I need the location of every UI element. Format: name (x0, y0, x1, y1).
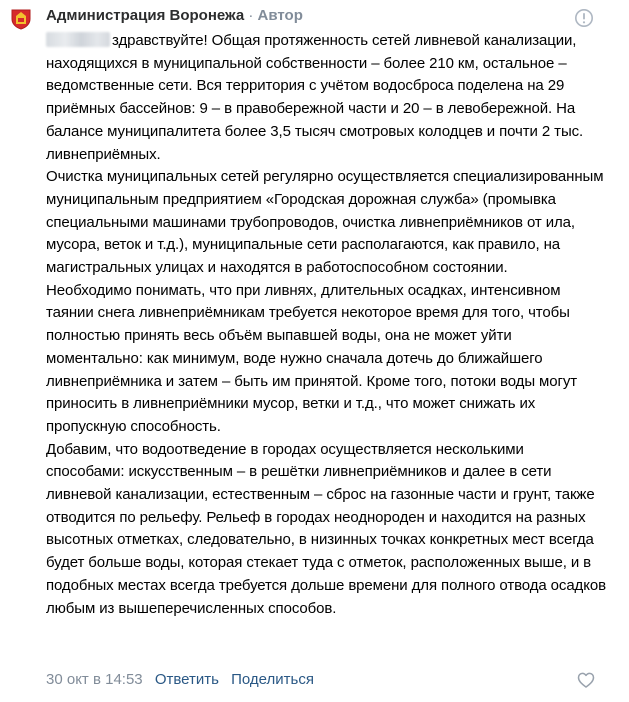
share-button[interactable]: Поделиться (231, 671, 314, 688)
comment-text-lead: здравствуйте! Общая протяженность сетей ливневой канализации, находящихся в муниципальной собственности – более 210 км, остальное – ведомственные сети. Вся территория с учётом водосброса поделена на 29 приёмных бассейнов: 9 – в правобережной части и 20 – в левобережной. На балансе муниципалитета более 3,5 тысяч смотровых колодцев и почти 2 тыс. ливнеприёмных. (46, 32, 584, 163)
comment-paragraph: Необходимо понимать, что при ливнях, длительных осадках, интенсивном таянии снега ливнеприёмникам требуется некоторое время для того, чтобы полностью принять весь объём выпавшей воды, она не может уйти моментально: как минимум, воде нужно сначала дотечь до ближайшего ливнеприёмника и затем – быть им принятой. Кроме того, потоки воды могут приносить в ливнеприёмники мусор, ветки и т.д., что может снижать их пропускную способность. (46, 281, 578, 435)
heart-outline-icon (576, 670, 596, 690)
comment-text (46, 30, 606, 620)
exclamation-circle-icon (574, 8, 594, 28)
author-name[interactable]: Администрация Воронежа (46, 7, 245, 24)
report-button[interactable] (574, 8, 594, 28)
author-role-label: Автор (257, 7, 303, 24)
comment-header (46, 6, 303, 26)
redacted-username (46, 32, 110, 47)
like-button[interactable] (576, 670, 596, 690)
reply-button[interactable]: Ответить (154, 671, 219, 688)
comment-footer (46, 670, 314, 690)
coat-of-arms-icon (10, 8, 32, 30)
comment-paragraph: Добавим, что водоотведение в городах осуществляется несколькими способами: искусственным – в решётки ливнеприёмников и далее в сети ливневой канализации, естественным – сброс на газонные части и грунт, также отводится по рельефу. Рельеф в городах неоднороден и находится на разных высотных отметках, следовательно, в низинных точках конкретных мест всегда будет больше воды, которая стекает туда с отметок, расположенных выше, и в подобных местах всегда требуется дольше времени для полного отвода осадков любым из вышеперечисленных способов. (46, 440, 606, 617)
comment-paragraph: Очистка муниципальных сетей регулярно осуществляется специализированным муниципальным предприятием «Городская дорожная служба» (промывка специальными машинами трубопроводов, очистка ливнеприёмников от ила, мусора, веток и т.д.), муниципальные сети располагаются, как правило, на магистральных улицах и находятся в работоспособном состоянии. (46, 168, 604, 277)
author-separator: · (244, 7, 258, 24)
comment-date[interactable]: 30 окт в 14:53 (46, 671, 143, 688)
author-avatar[interactable] (10, 8, 32, 30)
